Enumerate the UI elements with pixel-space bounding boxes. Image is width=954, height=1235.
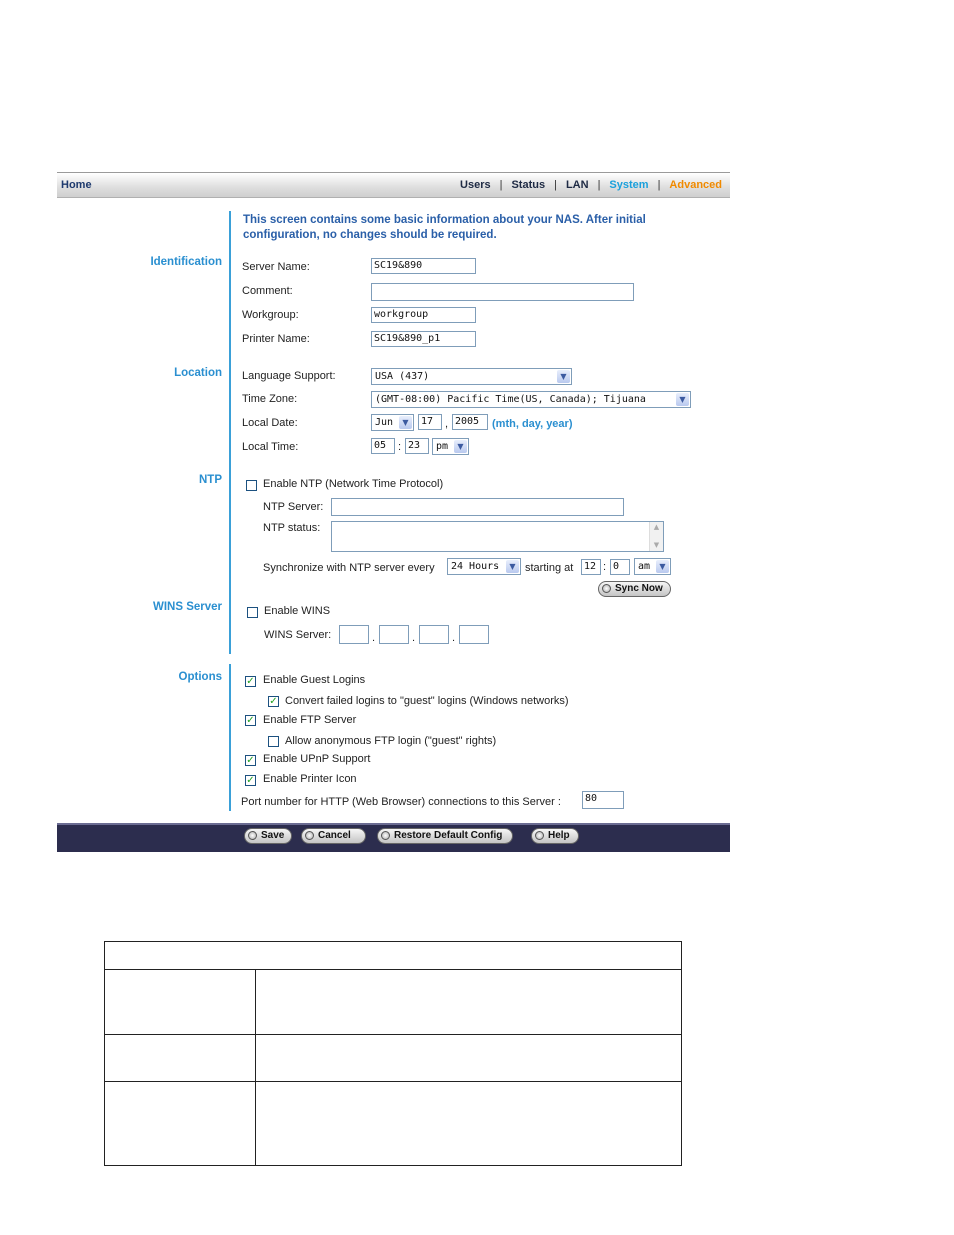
date-month-value: Jun	[375, 417, 394, 428]
http-port-input[interactable]: 80	[582, 791, 624, 809]
button-bullet-icon	[248, 831, 257, 840]
guest-logins-label: Enable Guest Logins	[263, 674, 366, 686]
date-month-select[interactable]	[371, 414, 414, 431]
enable-wins-label: Enable WINS	[264, 605, 331, 617]
ntp-status-label: NTP status:	[263, 522, 321, 534]
button-bullet-icon	[602, 584, 611, 593]
date-separator: ,	[445, 418, 449, 430]
anonymous-ftp-checkbox[interactable]	[268, 736, 279, 747]
upnp-label: Enable UPnP Support	[263, 753, 371, 765]
scroll-down-icon[interactable]: ▼	[653, 541, 660, 549]
nav-links	[460, 179, 722, 191]
help-button[interactable]	[531, 828, 579, 844]
enable-ntp-checkbox[interactable]	[246, 480, 257, 491]
wins-ip-octet-4[interactable]	[459, 625, 489, 644]
sync-time-separator: :	[603, 561, 607, 573]
comment-input[interactable]	[371, 283, 634, 301]
section-divider-line	[229, 664, 231, 811]
enable-wins-checkbox[interactable]	[247, 607, 258, 618]
chevron-down-icon: ▼	[506, 560, 519, 573]
section-identification-label: Identification	[150, 256, 222, 268]
nav-lan-link[interactable]: LAN	[565, 179, 589, 191]
local-date-label: Local Date:	[242, 417, 298, 429]
sync-interval-select[interactable]	[447, 558, 521, 575]
sync-now-label: Sync Now	[615, 583, 663, 594]
help-button-label: Help	[548, 830, 570, 841]
scroll-up-icon[interactable]: ▲	[653, 523, 660, 531]
chevron-down-icon: ▼	[557, 370, 570, 383]
language-support-select[interactable]	[371, 368, 572, 385]
convert-failed-logins-checkbox[interactable]: ✓	[269, 696, 278, 707]
scrollbar[interactable]	[649, 522, 663, 551]
workgroup-input[interactable]: workgroup	[371, 307, 476, 323]
chevron-down-icon: ▼	[656, 560, 669, 573]
enable-ntp-label: Enable NTP (Network Time Protocol)	[263, 478, 444, 490]
chevron-down-icon: ▼	[676, 393, 689, 406]
cancel-button[interactable]	[301, 828, 366, 844]
sync-start-minute-input[interactable]: 0	[610, 559, 630, 575]
wins-ip-octet-3[interactable]	[419, 625, 449, 644]
anonymous-ftp-label: Allow anonymous FTP login ("guest" rights)	[285, 735, 497, 747]
nav-separator: |	[554, 179, 557, 191]
date-day-input[interactable]: 17	[418, 414, 442, 430]
section-wins-label: WINS Server	[152, 601, 222, 613]
button-bullet-icon	[381, 831, 390, 840]
table-column-divider	[255, 969, 256, 1165]
time-hour-input[interactable]: 05	[371, 438, 395, 454]
nav-home-link[interactable]: Home	[61, 179, 92, 191]
save-button[interactable]	[244, 828, 292, 844]
nav-separator: |	[657, 179, 661, 191]
wins-ip-dot: .	[412, 632, 416, 644]
starting-at-label: starting at	[525, 562, 574, 574]
printer-icon-label: Enable Printer Icon	[263, 773, 357, 785]
section-ntp-label: NTP	[199, 474, 222, 486]
language-support-value: USA (437)	[375, 371, 430, 382]
intro-text: This screen contains some basic information about your NAS. After initial configuration, no changes should be required.	[243, 214, 646, 241]
time-zone-value: (GMT-08:00) Pacific Time(US, Canada); Tijuana	[375, 394, 646, 405]
nav-separator: |	[499, 179, 503, 191]
upnp-checkbox[interactable]: ✓	[246, 755, 255, 766]
nav-status-link[interactable]: Status	[511, 179, 546, 191]
section-options-label: Options	[178, 671, 222, 683]
ftp-server-label: Enable FTP Server	[263, 714, 357, 726]
time-minute-input[interactable]: 23	[405, 438, 429, 454]
nav-advanced-link[interactable]: Advanced	[669, 179, 722, 191]
restore-default-config-label: Restore Default Config	[394, 830, 503, 841]
comment-label: Comment:	[242, 285, 293, 297]
nav-users-link[interactable]: Users	[460, 179, 491, 191]
nav-separator: |	[597, 179, 601, 191]
nav-system-link[interactable]: System	[609, 179, 649, 191]
sync-start-hour-input[interactable]: 12	[581, 559, 601, 575]
sync-start-ampm-select[interactable]	[634, 558, 671, 575]
date-year-input[interactable]: 2005	[452, 414, 488, 430]
time-zone-label: Time Zone:	[242, 393, 298, 405]
wins-ip-dot: .	[452, 632, 456, 644]
button-bullet-icon	[305, 831, 314, 840]
table-row	[105, 969, 681, 970]
section-divider-line	[229, 211, 231, 654]
table-row	[105, 1034, 681, 1035]
sync-now-button[interactable]	[598, 581, 671, 597]
time-zone-select[interactable]	[371, 391, 691, 408]
printer-name-input[interactable]: SC19&890_p1	[371, 331, 476, 347]
sync-start-ampm-value: am	[638, 561, 651, 572]
save-button-label: Save	[261, 830, 285, 841]
server-name-input[interactable]: SC19&890	[371, 258, 476, 274]
time-ampm-select[interactable]	[432, 438, 469, 455]
printer-icon-checkbox[interactable]: ✓	[246, 775, 255, 786]
ntp-status-textarea[interactable]	[331, 521, 664, 552]
table-row	[105, 1081, 681, 1082]
ntp-server-label: NTP Server:	[263, 501, 324, 513]
top-nav-bar	[57, 172, 730, 198]
convert-failed-logins-label: Convert failed logins to "guest" logins (Windows networks)	[285, 695, 569, 707]
printer-name-label: Printer Name:	[242, 333, 310, 345]
ntp-server-input[interactable]	[331, 498, 624, 516]
time-separator: :	[398, 441, 402, 453]
chevron-down-icon: ▼	[454, 440, 467, 453]
time-ampm-value: pm	[436, 441, 449, 452]
sync-interval-label: Synchronize with NTP server every	[263, 562, 435, 574]
cancel-button-label: Cancel	[318, 830, 351, 841]
wins-ip-octet-2[interactable]	[379, 625, 409, 644]
workgroup-label: Workgroup:	[242, 309, 299, 321]
button-bullet-icon	[535, 831, 544, 840]
section-location-label: Location	[174, 367, 222, 379]
restore-default-config-button[interactable]	[377, 828, 513, 844]
guest-logins-checkbox[interactable]: ✓	[246, 676, 255, 687]
server-name-label: Server Name:	[242, 261, 310, 273]
http-port-label: Port number for HTTP (Web Browser) connections to this Server :	[241, 796, 561, 808]
wins-ip-dot: .	[372, 632, 376, 644]
chevron-down-icon: ▼	[399, 416, 412, 429]
description-table	[104, 941, 682, 1166]
sync-interval-value: 24 Hours	[451, 561, 500, 572]
date-format-hint: (mth, day, year)	[492, 418, 573, 430]
local-time-label: Local Time:	[242, 441, 299, 453]
wins-server-label: WINS Server:	[264, 629, 332, 641]
wins-ip-octet-1[interactable]	[339, 625, 369, 644]
ftp-server-checkbox[interactable]: ✓	[246, 715, 255, 726]
language-support-label: Language Support:	[242, 370, 336, 382]
